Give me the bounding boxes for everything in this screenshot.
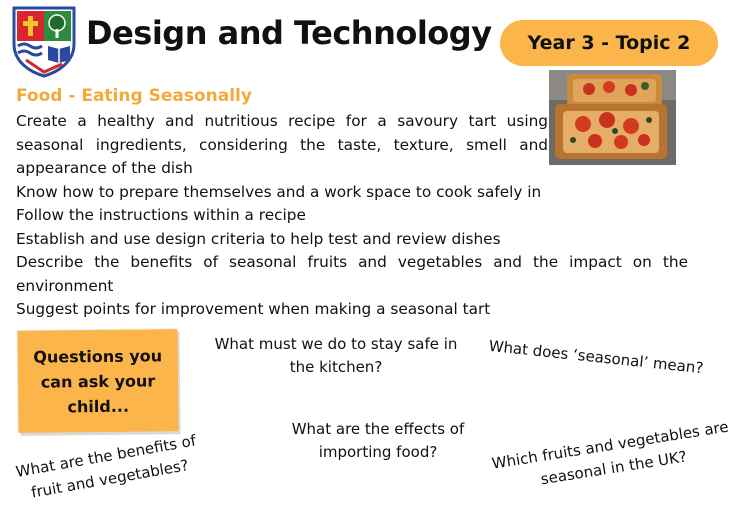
question-text: What are the benefits of fruit and vegetables? [14,431,198,502]
objective-item: Establish and use design criteria to help test and review dishes [16,229,501,248]
objective-item: Follow the instructions within a recipe [16,206,306,224]
question-text: What must we do to stay safe in the kitchen? [214,335,458,376]
objective-item: Suggest points for improvement when making a seasonal tart [16,300,491,318]
objective-item: Describe the benefits of seasonal fruits and vegetables and the impact on the environment [16,253,688,295]
objective-item: Create a healthy and nutritious recipe for a savoury tart using seasonal ingredients, considering the taste, texture, smell and appearance of the dish [16,112,548,177]
questions-box [17,329,178,433]
page-title: Design and Technology [86,14,492,52]
question-text: What are the effects of importing food? [291,420,465,461]
question-text: Which fruits and vegetables are seasonal in the UK? [490,417,730,489]
objective-item: Know how to prepare themselves and a work space to cook safely in [16,182,542,201]
questions-box-label: Questions you can ask your child... [33,345,163,416]
savoury-tart-photo [549,70,676,165]
topic-badge: Year 3 - Topic 2 [500,20,718,66]
school-crest-icon [12,6,76,78]
question-text: What does ‘seasonal’ mean? [487,336,705,378]
unit-title: Food - Eating Seasonally [16,86,252,106]
